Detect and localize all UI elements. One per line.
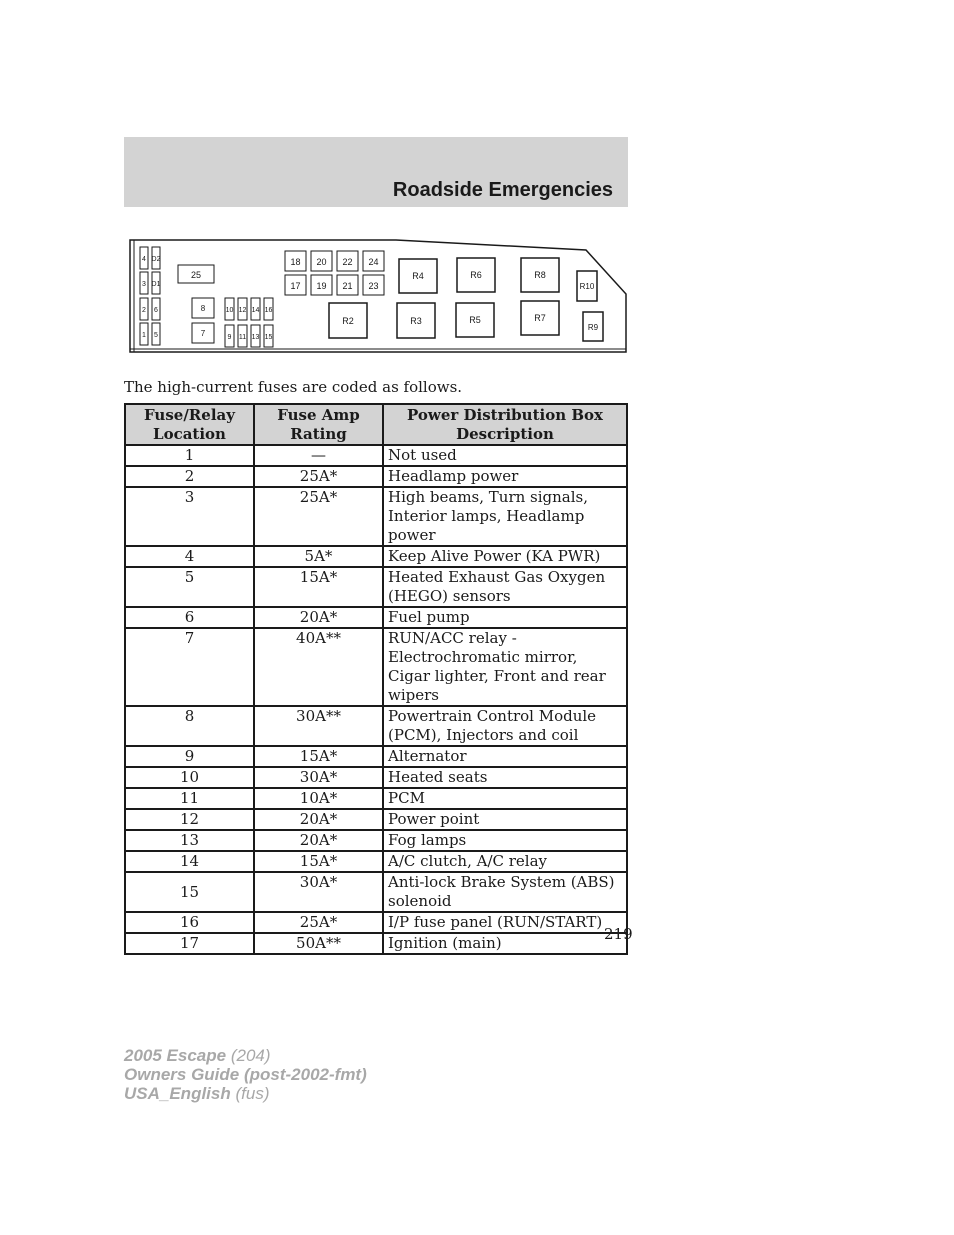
relay-R7 (521, 301, 559, 335)
cell-description: RUN/ACC relay - Electrochromatic mirror, Cigar lighter, Front and rear wipers (383, 628, 627, 706)
fuse-19 (311, 275, 332, 295)
relay-R5 (456, 303, 494, 337)
fuse-11 (238, 325, 247, 347)
cell-rating: 20A* (254, 607, 383, 628)
footer-line-1 (124, 1046, 367, 1065)
svg-text:1: 1 (142, 332, 146, 339)
cell-description: I/P fuse panel (RUN/START) (383, 912, 627, 933)
svg-text:13: 13 (251, 334, 260, 341)
cell-description: Headlamp power (383, 466, 627, 487)
cell-description: Power point (383, 809, 627, 830)
svg-text:22: 22 (342, 257, 353, 267)
fuse-5 (152, 323, 160, 345)
svg-text:12: 12 (238, 307, 247, 314)
fuse-24 (363, 251, 384, 271)
fuse-15 (264, 325, 273, 347)
svg-text:21: 21 (342, 281, 353, 291)
cell-description: Heated seats (383, 767, 627, 788)
relay-R10 (577, 271, 597, 301)
fuse-18 (285, 251, 306, 271)
cell-location: 7 (125, 628, 254, 706)
cell-location: 9 (125, 746, 254, 767)
svg-text:8: 8 (200, 304, 206, 313)
cell-location: 15 (125, 872, 254, 912)
cell-location: 14 (125, 851, 254, 872)
cell-rating: 30A** (254, 706, 383, 746)
cell-location: 6 (125, 607, 254, 628)
svg-text:6: 6 (154, 307, 158, 314)
svg-text:D1: D1 (151, 281, 161, 288)
footer-model-code: (204) (230, 1046, 271, 1065)
section-header (124, 137, 628, 207)
relay-R3 (397, 303, 435, 338)
table-row (125, 809, 627, 830)
svg-text:23: 23 (368, 281, 379, 291)
cell-rating: 30A* (254, 872, 383, 912)
table-row (125, 546, 627, 567)
table-row (125, 567, 627, 607)
table-row (125, 487, 627, 546)
svg-text:R9: R9 (587, 323, 599, 332)
table-row (125, 851, 627, 872)
svg-text:14: 14 (251, 307, 260, 314)
document-footer (124, 1046, 367, 1103)
fuse-10 (225, 298, 234, 320)
table-row (125, 746, 627, 767)
table-header-row (125, 404, 627, 445)
cell-rating: 15A* (254, 851, 383, 872)
svg-text:25: 25 (190, 270, 202, 280)
svg-text:11: 11 (238, 334, 247, 341)
cell-rating: 40A** (254, 628, 383, 706)
cell-description: PCM (383, 788, 627, 809)
cell-description: Fuel pump (383, 607, 627, 628)
footer-line-3 (124, 1084, 367, 1103)
svg-text:15: 15 (264, 334, 273, 341)
header-description: Power Distribution Box Description (383, 404, 627, 445)
fuse-25 (178, 265, 214, 283)
footer-line-2 (124, 1065, 367, 1084)
cell-description: Fog lamps (383, 830, 627, 851)
fuse-3 (140, 272, 148, 294)
table-row (125, 767, 627, 788)
table-row (125, 933, 627, 954)
cell-description: Not used (383, 445, 627, 466)
cell-rating: 25A* (254, 912, 383, 933)
intro-text: The high-current fuses are coded as follows. (124, 378, 463, 396)
relay-R4 (399, 259, 437, 293)
cell-description: Alternator (383, 746, 627, 767)
cell-location: 5 (125, 567, 254, 607)
svg-text:R4: R4 (412, 271, 424, 281)
footer-language: USA_English (124, 1084, 231, 1103)
cell-description: Heated Exhaust Gas Oxygen (HEGO) sensors (383, 567, 627, 607)
svg-text:19: 19 (316, 281, 327, 291)
cell-rating: 25A* (254, 466, 383, 487)
svg-text:16: 16 (264, 307, 273, 314)
cell-rating: — (254, 445, 383, 466)
cell-description: Keep Alive Power (KA PWR) (383, 546, 627, 567)
fuse-14 (251, 298, 260, 320)
header-rating: Fuse Amp Rating (254, 404, 383, 445)
fuse-6 (152, 298, 160, 320)
header-location: Fuse/Relay Location (125, 404, 254, 445)
svg-text:3: 3 (142, 281, 146, 288)
fuse-7 (192, 323, 214, 343)
cell-location: 17 (125, 933, 254, 954)
cell-description: Ignition (main) (383, 933, 627, 954)
cell-rating: 50A** (254, 933, 383, 954)
table-row (125, 872, 627, 912)
cell-description: A/C clutch, A/C relay (383, 851, 627, 872)
fuse-box-diagram (124, 236, 628, 360)
fuse-8 (192, 298, 214, 318)
cell-rating: 15A* (254, 746, 383, 767)
svg-text:7: 7 (200, 329, 206, 338)
svg-text:D2: D2 (151, 256, 161, 263)
page-number: 219 (604, 925, 633, 943)
fuse-21 (337, 275, 358, 295)
cell-location: 11 (125, 788, 254, 809)
cell-rating: 15A* (254, 567, 383, 607)
table-row (125, 607, 627, 628)
cell-description: Powertrain Control Module (PCM), Injectors and coil (383, 706, 627, 746)
fuse-4 (140, 247, 148, 269)
svg-text:R8: R8 (534, 270, 546, 280)
svg-text:24: 24 (368, 257, 379, 267)
cell-rating: 5A* (254, 546, 383, 567)
table-row (125, 830, 627, 851)
cell-location: 3 (125, 487, 254, 546)
table-row (125, 628, 627, 706)
svg-text:R3: R3 (410, 316, 422, 326)
fuse-17 (285, 275, 306, 295)
svg-text:18: 18 (290, 257, 301, 267)
fuse-D2 (152, 247, 161, 269)
svg-text:17: 17 (290, 281, 301, 291)
fuse-23 (363, 275, 384, 295)
svg-text:2: 2 (142, 307, 146, 314)
footer-language-code: (fus) (235, 1084, 270, 1103)
svg-text:9: 9 (227, 334, 232, 341)
fuse-D1 (152, 272, 161, 294)
fuse-16 (264, 298, 273, 320)
svg-text:20: 20 (316, 257, 327, 267)
section-title: Roadside Emergencies (392, 179, 613, 201)
table-body (125, 445, 627, 954)
fuse-2 (140, 298, 148, 320)
cell-description: Anti-lock Brake System (ABS) solenoid (383, 872, 627, 912)
cell-description: High beams, Turn signals, Interior lamps, Headlamp power (383, 487, 627, 546)
relay-R9 (583, 312, 603, 341)
cell-location: 13 (125, 830, 254, 851)
svg-text:R5: R5 (469, 315, 481, 325)
svg-text:R2: R2 (342, 316, 354, 326)
fuse-22 (337, 251, 358, 271)
cell-rating: 20A* (254, 830, 383, 851)
cell-rating: 10A* (254, 788, 383, 809)
svg-text:4: 4 (142, 256, 146, 263)
cell-location: 4 (125, 546, 254, 567)
relay-R6 (457, 258, 495, 292)
fuse-9 (225, 325, 234, 347)
fuse-13 (251, 325, 260, 347)
table-row (125, 466, 627, 487)
relay-R8 (521, 258, 559, 292)
table-row (125, 445, 627, 466)
table-row (125, 788, 627, 809)
fuse-1 (140, 323, 148, 345)
svg-text:R10: R10 (579, 282, 595, 291)
fuse-box-svg (124, 236, 628, 360)
footer-model: 2005 Escape (124, 1046, 227, 1065)
cell-rating: 20A* (254, 809, 383, 830)
fuse-12 (238, 298, 247, 320)
svg-text:10: 10 (225, 307, 234, 314)
cell-location: 10 (125, 767, 254, 788)
footer-guide: Owners Guide (post-2002-fmt) (124, 1065, 367, 1084)
fuse-table (124, 403, 628, 955)
cell-rating: 30A* (254, 767, 383, 788)
cell-rating: 25A* (254, 487, 383, 546)
table-row (125, 912, 627, 933)
cell-location: 12 (125, 809, 254, 830)
svg-text:R7: R7 (534, 313, 546, 323)
cell-location: 16 (125, 912, 254, 933)
cell-location: 1 (125, 445, 254, 466)
cell-location: 8 (125, 706, 254, 746)
svg-text:R6: R6 (470, 270, 482, 280)
relay-R2 (329, 303, 367, 338)
fuse-20 (311, 251, 332, 271)
svg-text:5: 5 (154, 332, 158, 339)
table-row (125, 706, 627, 746)
cell-location: 2 (125, 466, 254, 487)
